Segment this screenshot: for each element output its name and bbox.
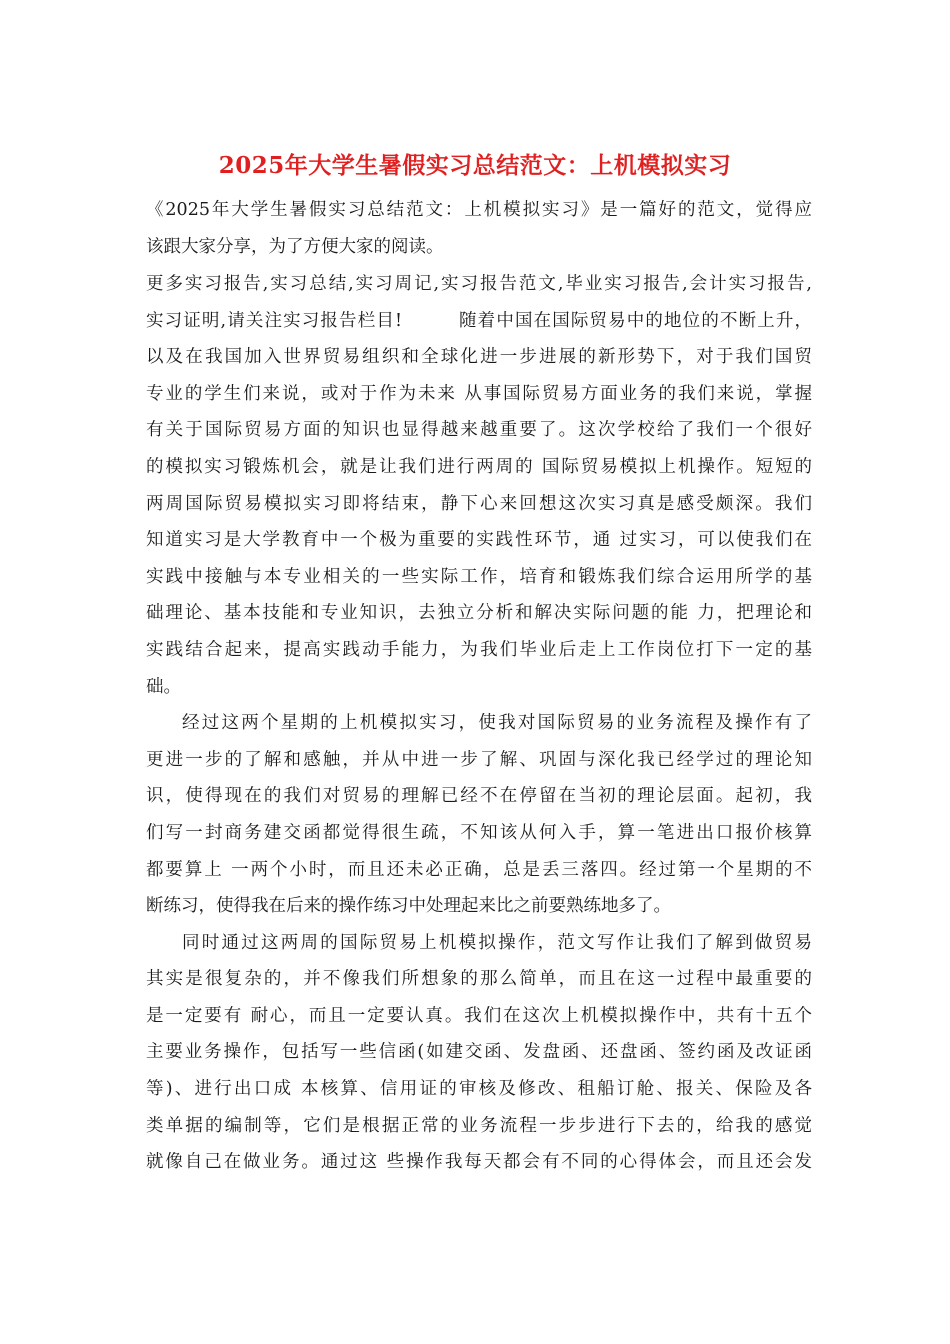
body-line: 是一定要有 耐心，而且一定要认真。我们在这次上机模拟操作中，共有十五个	[146, 1005, 812, 1026]
body-line: 们写一封商务建交函都觉得很生疏，不知该从何入手，算一笔进出口报价核算	[146, 822, 812, 843]
body-line: 更多实习报告,实习总结,实习周记,实习报告范文,毕业实习报告,会计实习报告,	[146, 274, 812, 294]
body-line: 实践结合起来，提高实践动手能力，为我们毕业后走上工作岗位打下一定的基	[146, 639, 812, 660]
body-line: 知道实习是大学教育中一个极为重要的实践性环节，通 过实习，可以使我们在	[146, 530, 812, 551]
body-line: 以及在我国加入世界贸易组织和全球化进一步进展的新形势下，对于我们国贸	[146, 347, 812, 368]
body-line: 主要业务操作，包括写一些信函(如建交函、发盘函、还盘函、签约函及改证函	[146, 1042, 812, 1063]
body-line: 同时通过这两周的国际贸易上机模拟操作，范文写作让我们了解到做贸易	[182, 932, 812, 953]
body-line: 专业的学生们来说，或对于作为未来 从事国际贸易方面业务的我们来说，掌握	[146, 383, 812, 404]
body-line: 有关于国际贸易方面的知识也显得越来越重要了。这次学校给了我们一个很好	[146, 420, 812, 441]
body-line: 经过这两个星期的上机模拟实习，使我对国际贸易的业务流程及操作有了	[182, 713, 812, 734]
body-line: 等)、进行出口成 本核算、信用证的审核及修改、租船订舱、报关、保险及各	[146, 1079, 812, 1100]
body-line: 其实是很复杂的，并不像我们所想象的那么简单，而且在这一过程中最重要的	[146, 969, 812, 990]
body-line: 实践中接触与本专业相关的一些实际工作，培育和锻炼我们综合运用所学的基	[146, 566, 812, 587]
body-line: 更进一步的了解和感触，并从中进一步了解、巩固与深化我已经学过的理论知	[146, 749, 812, 770]
body-line: 都要算上 一两个小时，而且还未必正确，总是丢三落四。经过第一个星期的不	[146, 859, 812, 880]
body-line: 实习证明,请关注实习报告栏目! 随着中国在国际贸易中的地位的不断上升，	[146, 310, 812, 331]
document-title: 2025年大学生暑假实习总结范文：上机模拟实习	[218, 152, 732, 179]
body-line: 就像自己在做业务。通过这 些操作我每天都会有不同的心得体会，而且还会发	[146, 1152, 812, 1173]
intro-paragraph	[146, 192, 812, 265]
body-line: 础。	[146, 676, 181, 697]
intro-line: 《2025年大学生暑假实习总结范文：上机模拟实习》是一篇好的范文，觉得应	[146, 200, 812, 220]
body-line: 识，使得现在的我们对贸易的理解已经不在停留在当初的理论层面。起初，我	[146, 786, 812, 807]
intro-line: 该跟大家分享，为了方便大家的阅读。	[146, 236, 444, 257]
body-line: 的模拟实习锻炼机会，就是让我们进行两周的 国际贸易模拟上机操作。短短的	[146, 456, 812, 477]
body-text	[146, 266, 812, 1181]
body-line: 础理论、基本技能和专业知识，去独立分析和解决实际问题的能 力，把理论和	[146, 603, 812, 624]
body-line: 类单据的编制等，它们是根据正常的业务流程一步步进行下去的，给我的感觉	[146, 1115, 812, 1136]
body-line: 两周国际贸易模拟实习即将结束，静下心来回想这次实习真是感受颇深。我们	[146, 493, 812, 514]
body-line: 断练习，使得我在后来的操作练习中处理起来比之前要熟练地多了。	[146, 896, 671, 917]
